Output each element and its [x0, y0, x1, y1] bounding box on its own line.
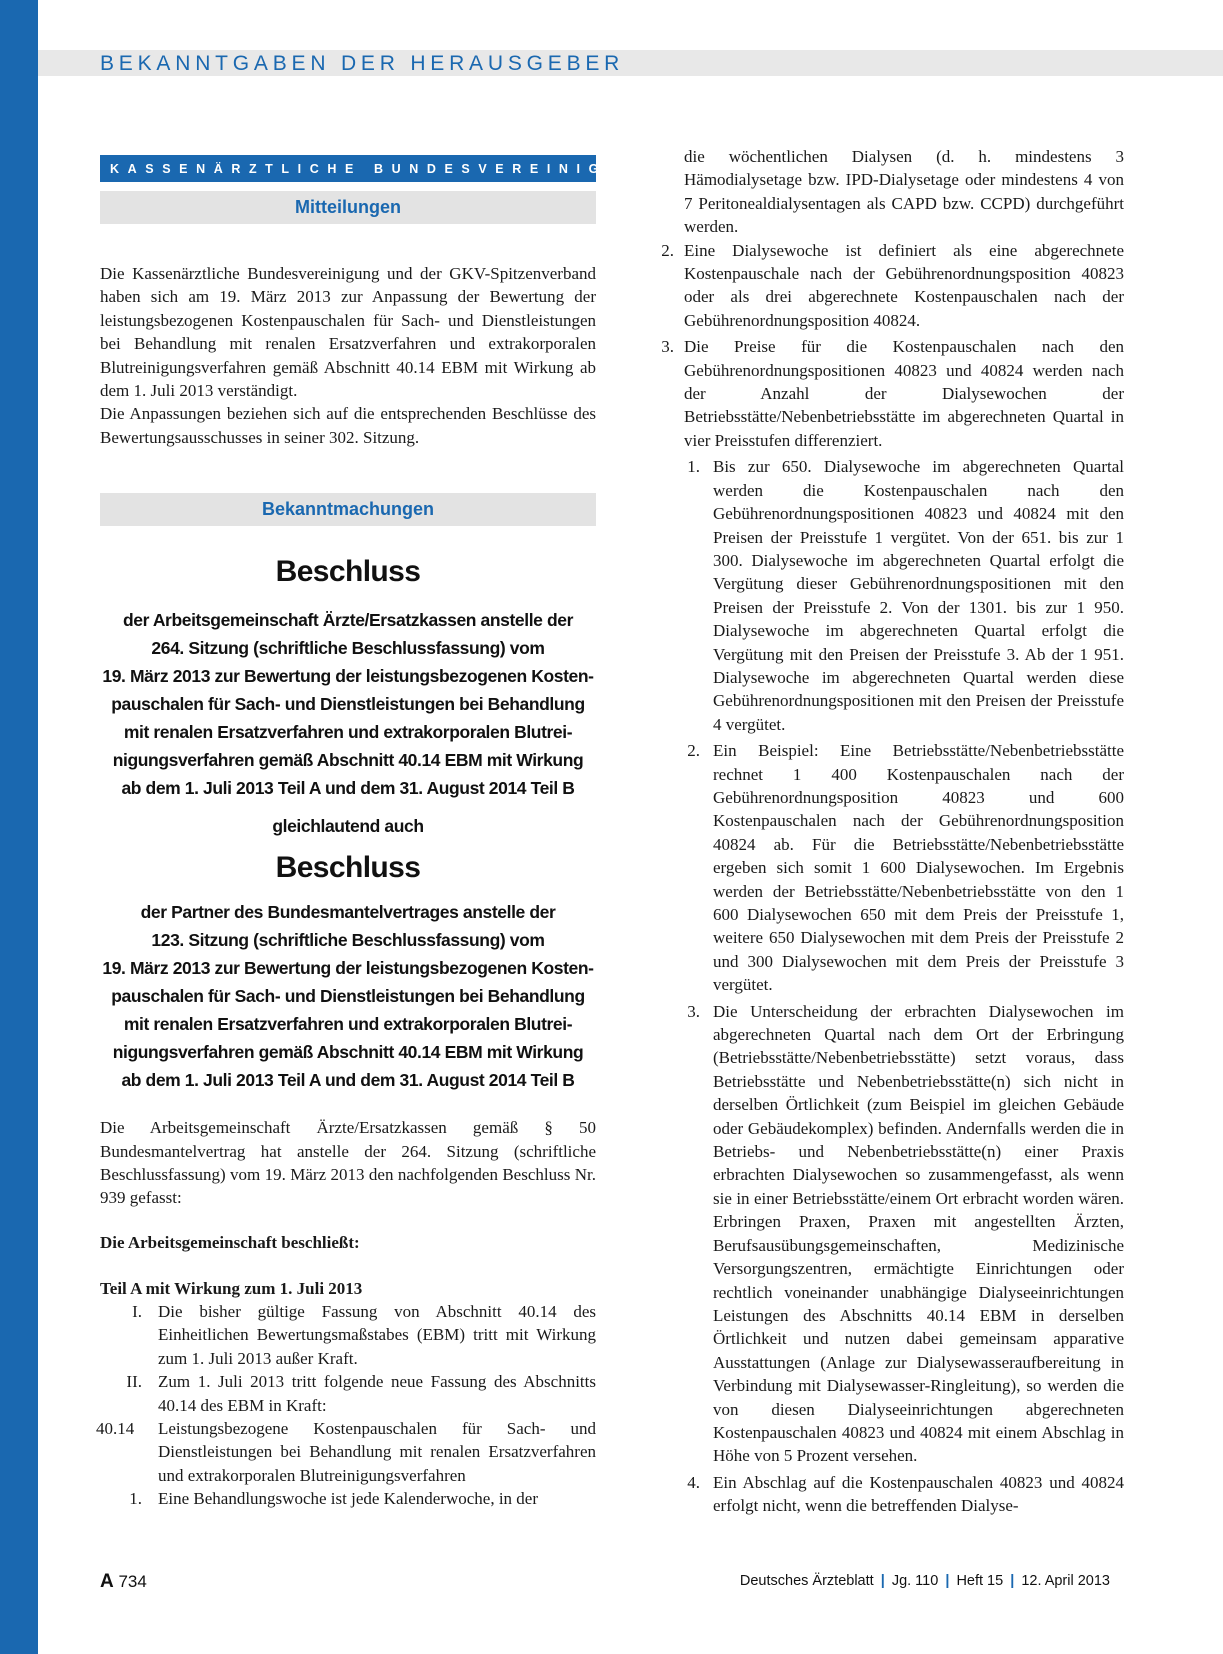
- beschluss-1-line: der Arbeitsgemeinschaft Ärzte/Ersatzkassen anstelle der: [122, 610, 574, 631]
- intro-text: [100, 262, 596, 449]
- sub-list-item: [652, 455, 1124, 736]
- list-item: [96, 1417, 596, 1487]
- list-item: [100, 1300, 596, 1370]
- decides-heading: Die Arbeitsgemeinschaft beschließt:: [100, 1232, 360, 1252]
- sub-list-item: [652, 1471, 1124, 1518]
- beschluss-2-line: 123. Sitzung (schriftliche Beschlussfassung) vom: [151, 930, 545, 951]
- intro-paragraph-2: Die Anpassungen beziehen sich auf die entsprechenden Beschlüsse des Bewertungsausschusses in seiner 302. Sitzung.: [100, 404, 596, 447]
- teil-a-heading: Teil A mit Wirkung zum 1. Juli 2013: [100, 1278, 363, 1298]
- beschluss-1-line: ab dem 1. Juli 2013 Teil A und dem 31. August 2014 Teil B: [121, 778, 575, 799]
- sub-list-item-text: Ein Beispiel: Eine Betriebsstätte/Nebenbetriebsstätte rechnet 1 400 Kostenpauschalen nach der Gebührenordnungsposition 40823 und 600 Kostenpauschalen nach der Gebührenordnungsposition 40824 ab. Für die Betriebsstätte/Nebenbetriebsstätte ergeben sich somit 1 600 Dialysewochen. Im Ergebnis werden der Betriebsstätte/Nebenbetriebsstätte von den 1 600 Dialysewochen 650 mit dem Preis der Preisstufe 1, weitere 650 Dialysewochen mit dem Preis der Preisstufe 2 und 300 Dialysewochen mit dem Preis der Preisstufe 3 vergütet.: [713, 741, 1124, 995]
- sub-list-item-number: 2.: [687, 741, 700, 761]
- beschluss-2-line: pauschalen für Sach- und Dienstleistungen bei Behandlung: [111, 986, 585, 1007]
- list-item-number: I.: [132, 1301, 142, 1321]
- left-column: [96, 155, 661, 1511]
- bekanntmachungen-heading: Bekanntmachungen: [100, 493, 596, 526]
- beschluss-2-line: nigungsverfahren gemäß Abschnitt 40.14 EBM mit Wirkung: [112, 1042, 584, 1063]
- list-item-text: Eine Dialysewoche ist definiert als eine abgerechnete Kostenpauschale nach der Gebührenordnungsposition 40823 oder als drei abgerechnete Kostenpauschalen nach der Gebührenordnungsposition 40824.: [684, 240, 1124, 330]
- intro-paragraph-1: Die Kassenärztliche Bundesvereinigung und der GKV-Spitzenverband haben sich am 19. März 2013 zur Anpassung der Bewertung der leistungsbezogenen Kostenpauschalen für Sach- und Dienstleistungen bei Behandlung mit renalen Ersatzverfahren und extrakorporalen Blutreinigungsverfahren gemäß Abschnitt 40.14 EBM mit Wirkung ab dem 1. Juli 2013 verständigt.: [100, 264, 596, 401]
- journal-volume: Jg. 110: [891, 1573, 939, 1589]
- beschluss-1-line: mit renalen Ersatzverfahren und extrakorporalen Blutrei-: [123, 722, 573, 743]
- sub-list-item-text: Die Unterscheidung der erbrachten Dialysewochen im abgerechneten Quartal nach dem Ort der Erbringung (Betriebsstätte/Nebenbetriebsstätte) setzt voraus, dass Betriebsstätte und Nebenbetriebsstätte(n) sich nicht in derselben Örtlichkeit (zum Beispiel im gleichen Gebäude oder Gebäudekomplex) befinden. Andernfalls werden die in Betriebs- und Nebenbetriebsstätte(n) einer Praxis erbrachten Dialysewochen so zusammengefasst, als wenn sie in einer Betriebsstätte/einem Ort erbracht worden wären. Erbringen Praxen, Praxen mit angestellten Ärzten, Berufsausübungsgemeinschaften, Medizinische Versorgungszentren, ermächtigte Einrichtungen oder rechtlich voneinander unabhängige Dialyseeinrichtungen Leistungen des Abschnitts 40.14 EBM in derselben Örtlichkeit und nutzen dabei gemeinsam apparative Ausstattungen (Anlage zur Dialysewasseraufbereitung in Verbindung mit Dialysewasser-Ringleitung), so werden die von diesen Dialyseeinrichtungen abgerechneten Kostenpauschalen 40823 und 40824 mit einem Abschlag in Höhe von 5 Prozent versehen.: [713, 1001, 1124, 1466]
- list-item-number: 40.14: [96, 1418, 135, 1438]
- list-item: [100, 1487, 596, 1510]
- footer-separator: |: [880, 1573, 885, 1589]
- resolution-paragraph: Die Arbeitsgemeinschaft Ärzte/Ersatzkassen gemäß § 50 Bundesmantelvertrag hat anstelle der 264. Sitzung (schriftliche Beschlussfassung) vom 19. März 2013 den nachfolgenden Beschluss Nr. 939 gefasst:: [100, 1118, 596, 1208]
- beschluss-1-line: 264. Sitzung (schriftliche Beschlussfassung) vom: [151, 638, 545, 659]
- gleichlautend-text: gleichlautend auch: [272, 816, 424, 837]
- journal-footer: [740, 1573, 1110, 1589]
- list-item-number: 2.: [661, 240, 674, 260]
- list-item-number: 1.: [129, 1489, 142, 1509]
- list-item-number: 3.: [661, 337, 674, 357]
- header-band: [38, 50, 1223, 76]
- right-column: [652, 147, 1124, 1518]
- beschluss-1-line: nigungsverfahren gemäß Abschnitt 40.14 EBM mit Wirkung: [112, 750, 584, 771]
- journal-date: 12. April 2013: [1021, 1573, 1110, 1589]
- left-accent-bar: [0, 0, 38, 1654]
- list-item-text: Die bisher gültige Fassung von Abschnitt 40.14 des Einheitlichen Bewertungsmaßstabes (EBM) tritt mit Wirkung zum 1. Juli 2013 außer Kraft.: [158, 1301, 596, 1368]
- journal-issue: Heft 15: [956, 1573, 1004, 1589]
- continuation-paragraph: die wöchentlichen Dialysen (d. h. mindestens 3 Hämodialysetage bzw. IPD-Dialysetage oder mindestens 4 von 7 Peritonealdialysentagen als CAPD bzw. CCPD) durchgeführt werden.: [684, 147, 1124, 237]
- list-item-text: Die Preise für die Kostenpauschalen nach den Gebührenordnungspositionen 40823 und 40824 werden nach der Anzahl der Dialysewochen der Betriebsstätte/Nebenbetriebsstätte im abgerechneten Quartal in vier Preisstufen differenziert.: [684, 337, 1124, 450]
- header-band-text: BEKANNTGABEN DER HERAUSGEBER: [100, 52, 625, 75]
- beschluss-1-line: 19. März 2013 zur Bewertung der leistungsbezogenen Kosten-: [102, 666, 594, 687]
- footer-separator: |: [945, 1573, 950, 1589]
- list-item: [100, 1370, 596, 1417]
- journal-name: Deutsches Ärzteblatt: [739, 1573, 874, 1589]
- beschluss-2-subtitle: [100, 898, 596, 1094]
- sub-list-item-text: Bis zur 650. Dialysewoche im abgerechneten Quartal werden die Kostenpauschalen nach den Gebührenordnungspositionen 40823 und 40824 mit den Preisen der Preisstufe 1 vergütet. Von der 651. bis zur 1 300. Dialysewoche im abgerechneten Quartal erfolgt die Vergütung dieser Gebührenordnungspositionen mit den Preisen der Preisstufe 2. Von der 1301. bis zur 1 950. Dialysewoche im abgerechneten Quartal erfolgt die Vergütung mit den Preisen der Preisstufe 3. Ab der 1 951. Dialysewoche im abgerechneten Quartal werden diese Gebührenordnungspositionen mit den Preisen der Preisstufe 4 vergütet.: [713, 457, 1124, 734]
- page-number: [100, 1571, 147, 1593]
- beschluss-title-1: Beschluss: [275, 555, 421, 589]
- beschluss-2-line: ab dem 1. Juli 2013 Teil A und dem 31. August 2014 Teil B: [121, 1070, 575, 1091]
- beschluss-title-2: Beschluss: [275, 851, 421, 885]
- beschluss-2-line: der Partner des Bundesmantelvertrages anstelle der: [140, 902, 556, 923]
- sub-list-item-number: 1.: [687, 457, 700, 477]
- beschluss-1-line: pauschalen für Sach- und Dienstleistungen bei Behandlung: [111, 694, 585, 715]
- list-item-text: Eine Behandlungswoche ist jede Kalenderwoche, in der: [158, 1489, 539, 1509]
- mitteilungen-heading: Mitteilungen: [100, 191, 596, 224]
- sub-list-item-number: 3.: [687, 1001, 700, 1021]
- list-item-number: II.: [126, 1372, 142, 1392]
- beschluss-2-line: 19. März 2013 zur Bewertung der leistungsbezogenen Kosten-: [102, 958, 594, 979]
- sub-list-item-text: Ein Abschlag auf die Kostenpauschalen 40823 und 40824 erfolgt nicht, wenn die betreffenden Dialyse-: [713, 1472, 1124, 1516]
- list-item-text: Leistungsbezogene Kostenpauschalen für Sach- und Dienstleistungen bei Behandlung mit renalen Ersatzverfahren und extrakorporalen Blutreinigungsverfahren: [158, 1418, 596, 1485]
- sub-list-item-number: 4.: [687, 1472, 700, 1492]
- page-prefix: A: [100, 1571, 114, 1592]
- list-item-text: Zum 1. Juli 2013 tritt folgende neue Fassung des Abschnitts 40.14 des EBM in Kraft:: [158, 1372, 596, 1415]
- list-item: [652, 335, 1124, 452]
- sub-list-item: [652, 1000, 1124, 1468]
- footer-separator: |: [1010, 1573, 1015, 1589]
- sub-list-item: [652, 739, 1124, 996]
- page-number-value: 734: [118, 1572, 147, 1591]
- beschluss-2-line: mit renalen Ersatzverfahren und extrakorporalen Blutrei-: [123, 1014, 573, 1035]
- list-item: [652, 239, 1124, 333]
- kbv-label-bar: KASSENÄRZTLICHE BUNDESVEREINIGUNG: [100, 155, 596, 182]
- beschluss-1-subtitle: [100, 606, 596, 802]
